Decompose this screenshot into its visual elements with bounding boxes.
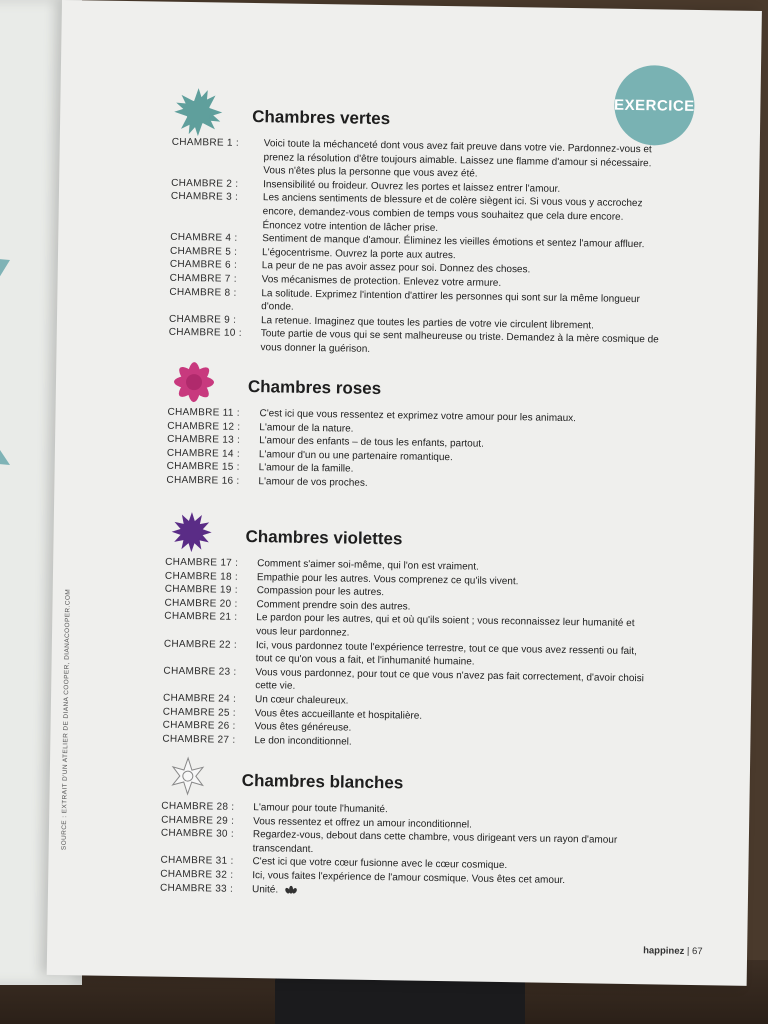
room-description: Toute partie de vous qui se sent malheureuse ou triste. Demandez à la mère cosmique de vous donner la guérison.: [260, 328, 659, 355]
room-label: CHAMBRE 5 :: [169, 245, 238, 258]
magazine-brand: happinez: [643, 945, 685, 957]
room-description: Vous êtes accueillante et hospitalière.: [254, 707, 423, 722]
room-label: CHAMBRE 11 :: [167, 406, 240, 419]
room-label: CHAMBRE 33 :: [159, 882, 234, 895]
room-description: La solitude. Exprimez l'intention d'attirer les personnes qui sont sur la même longueur d'onde.: [261, 287, 640, 313]
section-green: [168, 90, 664, 361]
room-description: Ici, vous faites l'expérience de l'amour cosmique. Vous êtes cet amour.: [252, 870, 566, 886]
room-label: CHAMBRE 4 :: [170, 231, 238, 244]
violet-flower-icon: [165, 506, 218, 559]
room-description: Compassion pour les autres.: [256, 585, 385, 599]
room-description: Un cœur chaleureux.: [254, 694, 349, 707]
room-label: CHAMBRE 3 :: [170, 191, 239, 204]
room-description: Insensibilité ou froideur. Ouvrez les portes et laissez entrer l'amour.: [263, 178, 561, 195]
room-label: CHAMBRE 13 :: [167, 433, 241, 447]
room-label: CHAMBRE 8 :: [169, 286, 237, 299]
room-label: CHAMBRE 6 :: [169, 259, 238, 272]
teal-shape-decoration: [0, 235, 25, 475]
room-description: L'amour pour toute l'humanité.: [253, 802, 388, 816]
source-credit: SOURCE : EXTRAIT D'UN ATELIER DE DIANA COOPER, DIANACOOPER.COM: [60, 588, 72, 851]
exercise-badge: EXERCICE: [614, 65, 695, 146]
section-white: [160, 754, 654, 903]
room-label: CHAMBRE 27 :: [162, 733, 236, 746]
section-violet: [162, 510, 658, 754]
room-label: CHAMBRE 14 :: [166, 447, 241, 460]
room-description: Vous vous pardonnez, pour tout ce que vous n'avez pas fait correctement, d'avoir choisi cette vie.: [255, 666, 645, 693]
room-description: Le pardon pour les autres, qui et où qu'ils soient ; vous reconnaissez leur humanité et vous leur pardonnez.: [256, 612, 635, 639]
room-description: Comment prendre soin des autres.: [256, 598, 411, 613]
room-description: L'amour des enfants – de tous les enfants, partout.: [259, 435, 485, 450]
room-label: CHAMBRE 17 :: [165, 556, 239, 569]
room-description: Regardez-vous, debout dans cette chambre, vous dirigeant vers un rayon d'amour transcendant.: [252, 829, 618, 855]
room-label: CHAMBRE 1 :: [171, 136, 240, 149]
room-description: C'est ici que vous ressentez et exprimez votre amour pour les animaux.: [259, 408, 577, 425]
section-title: Chambres roses: [247, 376, 382, 399]
room-label: CHAMBRE 23 :: [163, 665, 237, 678]
room-description: Vous êtes généreuse.: [254, 721, 352, 734]
room-description: Voici toute la méchanceté dont vous avez fait preuve dans votre vie. Pardonnez-vous et prenez la résolution d'être toujours aimable. Laissez une flamme d'amour si nécessaire. Vous n'êtes plus la personne que vous avez été.: [263, 138, 652, 180]
lotus-icon: [284, 886, 298, 894]
room-label: CHAMBRE 25 :: [162, 706, 236, 719]
room-description: La peur de ne pas avoir assez pour soi. Donnez des choses.: [261, 260, 531, 276]
room-description: La retenue. Imaginez que toutes les parties de votre vie circulent librement.: [260, 314, 595, 332]
page-number: 67: [691, 946, 703, 958]
room-label: CHAMBRE 28 :: [161, 800, 235, 813]
page-footer: [643, 945, 703, 957]
room-label: CHAMBRE 15 :: [166, 461, 240, 474]
room-label: CHAMBRE 29 :: [161, 814, 235, 827]
white-flower-icon: [161, 750, 214, 803]
room-label: CHAMBRE 19 :: [164, 583, 238, 597]
section-title: Chambres blanches: [241, 770, 404, 793]
magazine-page: [47, 0, 762, 986]
room-label: CHAMBRE 31 :: [160, 855, 234, 868]
room-description: C'est ici que votre cœur fusionne avec le cœur cosmique.: [252, 856, 508, 872]
room-description: Sentiment de manque d'amour. Éliminez les vieilles émotions et sentez l'amour affluer.: [262, 233, 645, 251]
section-title: Chambres vertes: [252, 107, 391, 129]
room-label: CHAMBRE 2 :: [171, 177, 239, 190]
room-description: Unité.: [252, 883, 652, 903]
section-title: Chambres violettes: [245, 526, 403, 549]
room-description: L'amour de vos proches.: [258, 476, 368, 489]
room-label: CHAMBRE 26 :: [162, 719, 236, 732]
room-description: L'amour de la famille.: [258, 462, 354, 476]
room-label: CHAMBRE 21 :: [164, 611, 238, 624]
room-description: Vos mécanismes de protection. Enlevez votre armure.: [261, 274, 502, 289]
footer-separator: |: [686, 945, 690, 957]
room-description: Le don inconditionnel.: [254, 734, 352, 748]
room-description: L'amour d'un ou une partenaire romantique.: [258, 448, 453, 463]
room-label: CHAMBRE 32 :: [160, 868, 234, 881]
room-label: CHAMBRE 18 :: [164, 570, 239, 583]
room-label: CHAMBRE 24 :: [162, 692, 237, 705]
room-label: CHAMBRE 16 :: [166, 474, 240, 487]
room-description: Comment s'aimer soi-même, qui l'on est vraiment.: [257, 558, 479, 573]
room-description: L'égocentrisme. Ouvrez la porte aux autres.: [261, 246, 456, 261]
green-flower-icon: [172, 86, 225, 139]
room-description: Empathie pour les autres. Vous comprenez ce qu'ils vivent.: [256, 571, 519, 587]
room-label: CHAMBRE 9 :: [168, 313, 237, 326]
room-description: Vous ressentez et offrez un amour inconditionnel.: [253, 815, 473, 831]
room-label: CHAMBRE 20 :: [164, 597, 238, 610]
room-label: CHAMBRE 12 :: [167, 420, 241, 433]
room-label: CHAMBRE 30 :: [160, 827, 235, 840]
room-description: Ici, vous pardonnez toute l'expérience terrestre, tout ce que vous avez ressenti ou fait, tout ce qu'on vous a fait, et l'inhumanité humaine.: [255, 639, 637, 668]
room-description: L'amour de la nature.: [259, 421, 354, 435]
room-label: CHAMBRE 22 :: [163, 638, 238, 651]
room-description: Les anciens sentiments de blessure et de colère siègent ici. Si vous vous y accrochez encore, demandez-vous combien de temps vous souhaitez que cela dure encore. Énoncez votre intention de lâcher prise.: [262, 192, 643, 234]
phone-device: [275, 975, 525, 1024]
room-label: CHAMBRE 10 :: [168, 327, 242, 340]
section-pink: [166, 360, 660, 495]
pink-flower-icon: [168, 356, 221, 409]
room-label: CHAMBRE 7 :: [169, 272, 237, 285]
